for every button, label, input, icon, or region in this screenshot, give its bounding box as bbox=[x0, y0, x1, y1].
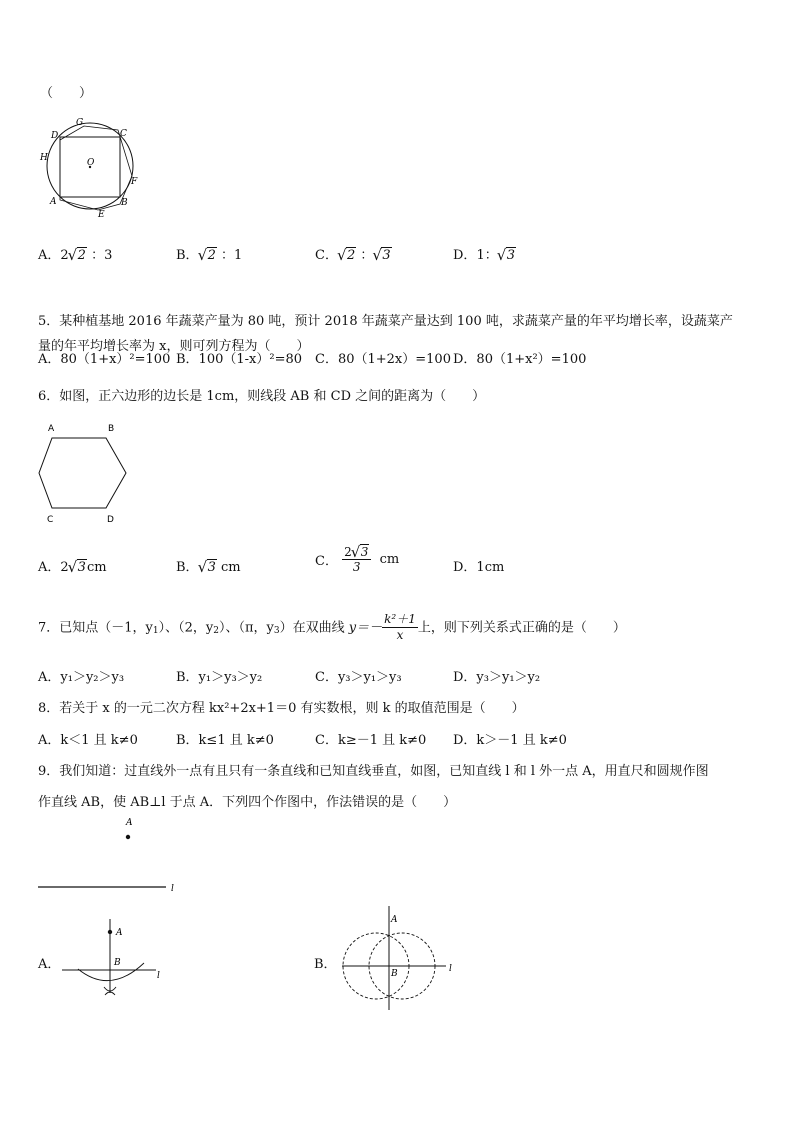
q9-a-label-b: B bbox=[114, 958, 121, 968]
q9-b-label-l: l bbox=[449, 964, 452, 974]
q9-a-label-l: l bbox=[157, 971, 160, 981]
q5-option-b: B．100（1-x）²=80 bbox=[176, 352, 303, 367]
q4-figure-circle-squares bbox=[36, 116, 146, 220]
q7-stem: 7．已知点（－1，$y_1$）、（2，$y_2$）、（π，$y_3$）在双曲线 y＝－ $\frac{\text{k²＋1}}{x}$ 上，则下列关系式正确的是（ ） bbox=[38, 612, 626, 642]
q5-stem-line1: 5．某种植基地 2016 年蔬菜产量为 80 吨，预计 2018 年蔬菜产量达到 100 吨，求蔬菜产量的年平均增长率，设蔬菜产 bbox=[38, 314, 733, 329]
q4-option-b: B．√ 2 ：1 bbox=[176, 244, 242, 263]
q9-option-b-figure bbox=[334, 900, 464, 1015]
q4-option-c: C．√ 2 ：√ 3 bbox=[315, 244, 392, 263]
q4-label-h: H bbox=[40, 153, 48, 163]
q5-stem-line2: 量的年平均增长率为 x，则可列方程为（ ） bbox=[38, 339, 310, 354]
q5-option-a: A．80（1+x）²=100 bbox=[38, 352, 171, 367]
q4-label-d: D bbox=[51, 131, 59, 141]
q9-b-label-b: B bbox=[391, 969, 398, 979]
q9-option-b-letter: B． bbox=[314, 957, 337, 972]
q6-label-c: C bbox=[47, 515, 54, 525]
q9-point-a-label: A bbox=[126, 818, 133, 828]
q6-option-b: B．√ 3 cm bbox=[176, 556, 241, 575]
q6-hexagon-figure bbox=[34, 418, 134, 528]
q8-stem: 8．若关于 x 的一元二次方程 kx²+2x+1＝0 有实数根，则 k 的取值范围是（ ） bbox=[38, 701, 525, 716]
question-continuation-paren: （ ） bbox=[40, 86, 93, 101]
q6-label-a: A bbox=[48, 424, 55, 434]
q4-label-f: F bbox=[131, 177, 138, 187]
q6-option-d: D．1cm bbox=[453, 560, 505, 575]
q9-b-label-a: A bbox=[391, 915, 398, 925]
q6-option-a: A．2√ 3cm bbox=[38, 556, 107, 575]
q5-option-c: C．80（1+2x）=100 bbox=[315, 352, 451, 367]
q8-option-b: B．k≤1 且 k≠0 bbox=[176, 733, 274, 748]
q4-label-g: G bbox=[76, 118, 84, 128]
q7-option-a: A．y₁＞y₂＞y₃ bbox=[38, 670, 125, 685]
q6-stem: 6．如图，正六边形的边长是 1cm，则线段 AB 和 CD 之间的距离为（ ） bbox=[38, 389, 486, 404]
q8-option-c: C．k≥－1 且 k≠0 bbox=[315, 733, 427, 748]
q9-point-a bbox=[126, 835, 130, 839]
q9-option-a-letter: A． bbox=[38, 957, 61, 972]
q6-label-b: B bbox=[108, 424, 115, 434]
q6-label-d: D bbox=[107, 515, 114, 525]
q4-option-d: D．1：√ 3 bbox=[453, 244, 516, 263]
q7-option-b: B．y₁＞y₃＞y₂ bbox=[176, 670, 263, 685]
q9-a-label-a: A bbox=[116, 928, 123, 938]
q7-option-c: C．y₃＞y₁＞y₃ bbox=[315, 670, 402, 685]
q4-label-o: O bbox=[87, 158, 95, 168]
q8-option-d: D．k＞－1 且 k≠0 bbox=[453, 733, 567, 748]
q7-option-d: D．y₃＞y₁＞y₂ bbox=[453, 670, 541, 685]
q9-stem-line2: 作直线 AB，使 AB⊥l 于点 A．下列四个作图中，作法错误的是（ ） bbox=[38, 795, 457, 810]
q6-option-c: C． $\frac{2√ 3}{3}$ cm bbox=[315, 545, 399, 574]
q4-label-c: C bbox=[120, 129, 127, 139]
q9-line-l-label: l bbox=[171, 884, 174, 894]
q9-stem-line1: 9．我们知道：过直线外一点有且只有一条直线和已知直线垂直，如图，已知直线 l 和 l 外一点 A，用直尺和圆规作图 bbox=[38, 764, 709, 779]
q4-option-a: A．2√ 2 ：3 bbox=[38, 244, 112, 263]
q9-given-figure bbox=[30, 812, 190, 896]
q4-label-a: A bbox=[50, 197, 57, 207]
q4-label-e: E bbox=[98, 210, 105, 220]
q4-label-b: B bbox=[121, 198, 128, 208]
q9-option-a-figure bbox=[58, 913, 173, 1003]
q5-option-d: D．80（1+x²）=100 bbox=[453, 352, 587, 367]
q8-option-a: A．k＜1 且 k≠0 bbox=[38, 733, 138, 748]
